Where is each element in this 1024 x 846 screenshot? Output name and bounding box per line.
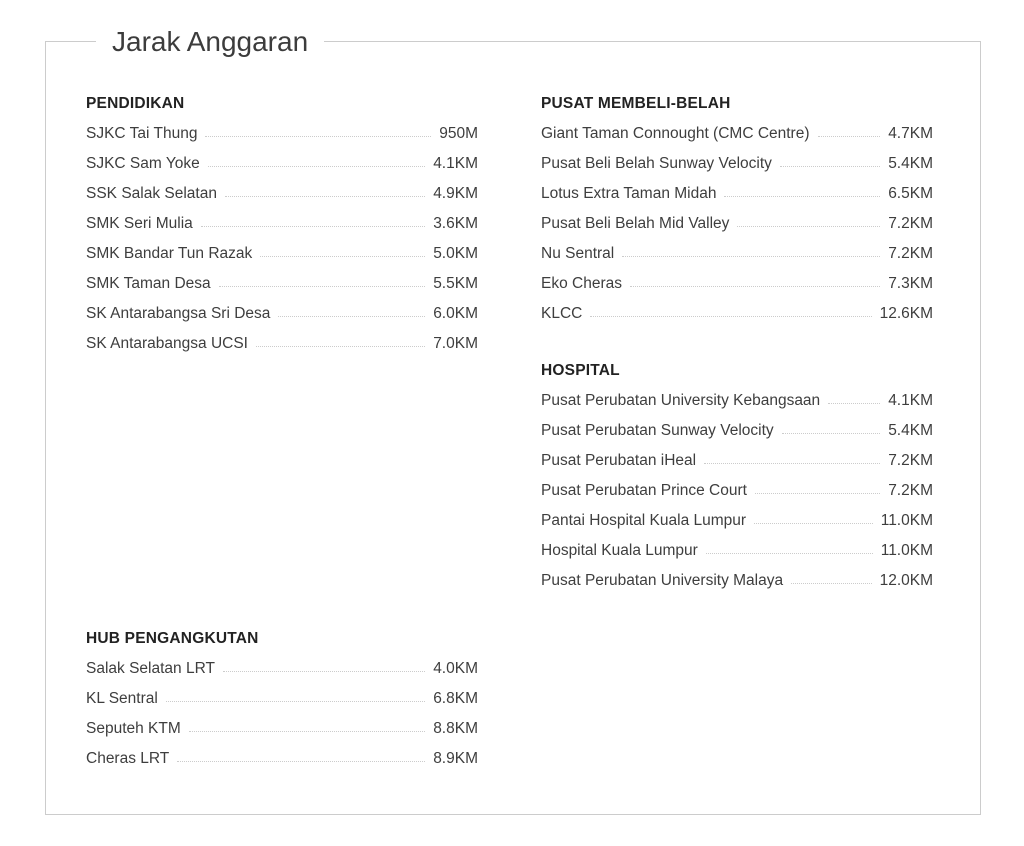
dotted-leader [166,701,425,702]
place-name: Nu Sentral [541,245,615,262]
distance-row [541,209,933,239]
dotted-leader [755,493,880,494]
distance-row [86,269,478,299]
distance-row [86,684,478,714]
dotted-leader [225,196,425,197]
distance-value: 12.6KM [879,305,933,322]
place-name: Seputeh KTM [86,720,181,737]
place-name: Pusat Perubatan University Malaya [541,572,784,589]
dotted-leader [260,256,425,257]
place-name: SSK Salak Selatan [86,185,217,202]
distance-value: 7.3KM [888,275,933,292]
distance-row [541,506,933,536]
distance-row [86,654,478,684]
dotted-leader [704,463,880,464]
place-name: SMK Taman Desa [86,275,211,292]
section-title-hospital: HOSPITAL [541,362,620,379]
distance-row [541,179,933,209]
dotted-leader [219,286,426,287]
place-name: SK Antarabangsa Sri Desa [86,305,271,322]
place-name: Lotus Extra Taman Midah [541,185,717,202]
distance-row [541,119,933,149]
distance-value: 4.9KM [433,185,478,202]
place-name: SMK Bandar Tun Razak [86,245,253,262]
place-name: Pusat Perubatan University Kebangsaan [541,392,821,409]
section-hospital [541,356,933,596]
place-name: KLCC [541,305,583,322]
place-name: Pusat Perubatan Prince Court [541,482,747,499]
distance-value: 950M [439,125,478,142]
distance-row [541,446,933,476]
distance-value: 5.5KM [433,275,478,292]
distance-row [86,239,478,269]
distance-row [541,149,933,179]
place-name: Pusat Beli Belah Mid Valley [541,215,730,232]
dotted-leader [724,196,880,197]
distance-value: 5.0KM [433,245,478,262]
section-hub-pengangkutan [86,624,478,774]
jarak-anggaran-panel [45,24,981,815]
distance-value: 3.6KM [433,215,478,232]
distance-value: 8.9KM [433,750,478,767]
section-title-pusat-membeli-belah: PUSAT MEMBELI-BELAH [541,95,731,112]
distance-list-pusat-membeli-belah [541,119,933,329]
two-column-layout [86,89,933,774]
section-pendidikan [86,89,478,359]
distance-row [86,149,478,179]
place-name: Pusat Perubatan iHeal [541,452,697,469]
distance-value: 7.0KM [433,335,478,352]
place-name: Hospital Kuala Lumpur [541,542,698,559]
dotted-leader [189,731,425,732]
place-name: KL Sentral [86,690,158,707]
distance-row [86,119,478,149]
distance-value: 7.2KM [888,482,933,499]
distance-row [541,269,933,299]
dotted-leader [780,166,880,167]
dotted-leader [201,226,425,227]
left-column [86,89,478,774]
section-pusat-membeli-belah [541,89,933,329]
dotted-leader [223,671,425,672]
distance-value: 4.1KM [888,392,933,409]
distance-value: 12.0KM [879,572,933,589]
dotted-leader [278,316,425,317]
place-name: Cheras LRT [86,750,170,767]
dotted-leader [205,136,431,137]
dotted-leader [791,583,871,584]
distance-row [86,329,478,359]
place-name: SMK Seri Mulia [86,215,193,232]
dotted-leader [622,256,880,257]
place-name: Salak Selatan LRT [86,660,215,677]
dotted-leader [782,433,881,434]
distance-row [86,714,478,744]
right-column [541,89,933,774]
distance-row [86,299,478,329]
place-name: Pusat Beli Belah Sunway Velocity [541,155,772,172]
place-name: Giant Taman Connought (CMC Centre) [541,125,810,142]
dotted-leader [208,166,425,167]
dotted-leader [630,286,880,287]
distance-value: 6.8KM [433,690,478,707]
distance-value: 7.2KM [888,215,933,232]
distance-value: 8.8KM [433,720,478,737]
distance-value: 11.0KM [880,542,933,559]
distance-row [541,416,933,446]
distance-list-pendidikan [86,119,478,359]
place-name: Pusat Perubatan Sunway Velocity [541,422,774,439]
dotted-leader [737,226,880,227]
dotted-leader [177,761,425,762]
dotted-leader [706,553,873,554]
dotted-leader [828,403,880,404]
distance-row [541,386,933,416]
distance-row [541,536,933,566]
place-name: SK Antarabangsa UCSI [86,335,248,352]
distance-value: 7.2KM [888,245,933,262]
distance-value: 6.5KM [888,185,933,202]
place-name: Pantai Hospital Kuala Lumpur [541,512,747,529]
distance-list-hub-pengangkutan [86,654,478,774]
distance-value: 5.4KM [888,422,933,439]
place-name: Eko Cheras [541,275,622,292]
distance-row [541,299,933,329]
distance-row [541,239,933,269]
section-title-pendidikan: PENDIDIKAN [86,95,185,112]
distance-value: 5.4KM [888,155,933,172]
distance-row [541,566,933,596]
distance-list-hospital [541,386,933,596]
section-title-hub-pengangkutan: HUB PENGANGKUTAN [86,630,259,647]
distance-row [541,476,933,506]
distance-value: 6.0KM [433,305,478,322]
panel-title: Jarak Anggaran [112,26,309,57]
dotted-leader [590,316,871,317]
place-name: SJKC Tai Thung [86,125,198,142]
distance-row [86,179,478,209]
distance-row [86,744,478,774]
place-name: SJKC Sam Yoke [86,155,200,172]
dotted-leader [818,136,881,137]
distance-value: 4.0KM [433,660,478,677]
dotted-leader [256,346,425,347]
distance-value: 4.1KM [433,155,478,172]
distance-value: 11.0KM [880,512,933,529]
distance-row [86,209,478,239]
distance-value: 7.2KM [888,452,933,469]
distance-value: 4.7KM [888,125,933,142]
dotted-leader [754,523,873,524]
